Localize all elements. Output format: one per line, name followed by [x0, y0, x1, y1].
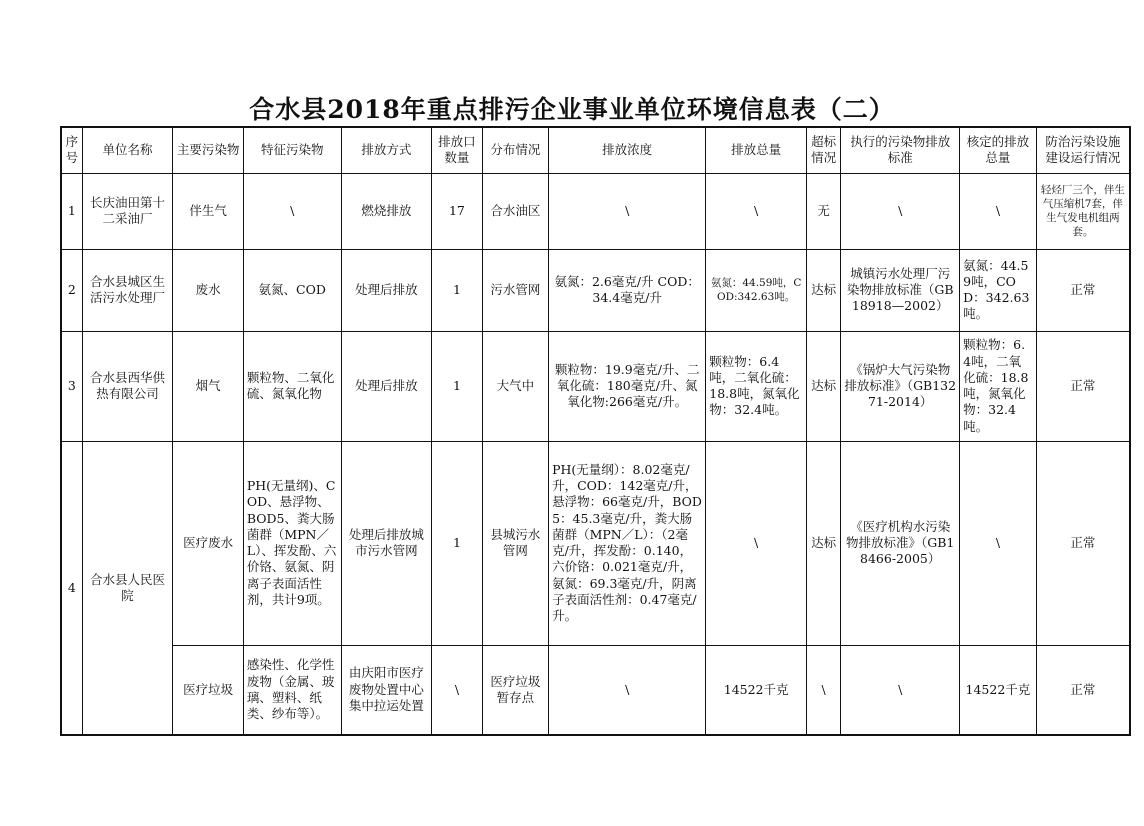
- discharge-method: 处理后排放城市污水管网: [341, 441, 432, 645]
- total-emission: 氨氮：44.59吨，COD:342.63吨。: [706, 249, 807, 331]
- emission-standard: 《锅炉大气污染物排放标准》（GB13271-2014）: [841, 331, 960, 441]
- header-cell: 排放口数量: [432, 127, 482, 173]
- facility-status: 正常: [1036, 645, 1130, 735]
- outlet-count: 1: [432, 331, 482, 441]
- header-cell: 特征污染物: [243, 127, 341, 173]
- facility-status: 正常: [1036, 249, 1130, 331]
- main-pollutant: 医疗废水: [173, 441, 244, 645]
- info-table: [60, 126, 1131, 736]
- discharge-method: 由庆阳市医疗废物处置中心集中拉运处置: [341, 645, 432, 735]
- feature-pollutant: PH(无量纲)、COD、悬浮物、BOD5、粪大肠菌群（MPN／L）、挥发酚、六价铬、氨氮、阴离子表面活性剂，共计9项。: [243, 441, 341, 645]
- header-cell: 防治污染设施建设运行情况: [1036, 127, 1130, 173]
- table-row: [61, 331, 1130, 441]
- discharge-method: 燃烧排放: [341, 173, 432, 249]
- exceed-status: 达标: [807, 441, 841, 645]
- header-cell: 超标情况: [807, 127, 841, 173]
- unit-name: 合水县人民医院: [82, 441, 173, 735]
- row-number: 4: [61, 441, 82, 735]
- header-cell: 分布情况: [482, 127, 548, 173]
- concentration: 氨氮：2.6毫克/升 COD：34.4毫克/升: [549, 249, 706, 331]
- exceed-status: 达标: [807, 249, 841, 331]
- main-pollutant: 伴生气: [173, 173, 244, 249]
- emission-standard: 《医疗机构水污染物排放标准》（GB18466-2005）: [841, 441, 960, 645]
- header-cell: 核定的排放总量: [960, 127, 1037, 173]
- main-pollutant: 烟气: [173, 331, 244, 441]
- emission-standard: \: [841, 173, 960, 249]
- feature-pollutant: 感染性、化学性废物（金属、玻璃、塑料、纸类、纱布等）。: [243, 645, 341, 735]
- discharge-method: 处理后排放: [341, 331, 432, 441]
- concentration: 颗粒物：19.9毫克/升、二氧化硫：180毫克/升、氮氧化物:266毫克/升。: [549, 331, 706, 441]
- exceed-status: \: [807, 645, 841, 735]
- discharge-method: 处理后排放: [341, 249, 432, 331]
- table-row: [61, 249, 1130, 331]
- approved-total: \: [960, 441, 1037, 645]
- emission-standard: \: [841, 645, 960, 735]
- distribution: 医疗垃圾暂存点: [482, 645, 548, 735]
- header-cell: 单位名称: [82, 127, 173, 173]
- outlet-count: 17: [432, 173, 482, 249]
- table-row: [61, 441, 1130, 645]
- total-emission: \: [706, 173, 807, 249]
- distribution: 合水油区: [482, 173, 548, 249]
- concentration: PH(无量纲）：8.02毫克/升，COD：142毫克/升，悬浮物：66毫克/升，BOD5：45.3毫克/升，粪大肠菌群（MPN／L）：（2毫克/升，挥发酚：0.140，六价铬：0.021毫克/升，氨氮：69.3毫克/升，阴离子表面活性剂：0.47毫克/升。: [549, 441, 706, 645]
- row-number: 2: [61, 249, 82, 331]
- distribution: 污水管网: [482, 249, 548, 331]
- header-cell: 排放方式: [341, 127, 432, 173]
- distribution: 大气中: [482, 331, 548, 441]
- concentration: \: [549, 173, 706, 249]
- total-emission: 14522千克: [706, 645, 807, 735]
- approved-total: 14522千克: [960, 645, 1037, 735]
- feature-pollutant: 颗粒物、二氧化硫、氮氧化物: [243, 331, 341, 441]
- concentration: \: [549, 645, 706, 735]
- exceed-status: 无: [807, 173, 841, 249]
- header-cell: 序号: [61, 127, 82, 173]
- emission-standard: 城镇污水处理厂污染物排放标准（GB18918—2002）: [841, 249, 960, 331]
- approved-total: 颗粒物：6.4吨，二氧化硫：18.8吨，氮氧化物：32.4吨。: [960, 331, 1037, 441]
- header-row: [61, 127, 1130, 173]
- table-row: [61, 645, 1130, 735]
- outlet-count: 1: [432, 249, 482, 331]
- header-cell: 排放浓度: [549, 127, 706, 173]
- main-pollutant: 医疗垃圾: [173, 645, 244, 735]
- table-row: [61, 173, 1130, 249]
- distribution: 县城污水管网: [482, 441, 548, 645]
- row-number: 3: [61, 331, 82, 441]
- approved-total: 氨氮：44.59吨，COD：342.63吨。: [960, 249, 1037, 331]
- unit-name: 合水县城区生活污水处理厂: [82, 249, 173, 331]
- facility-status: 正常: [1036, 331, 1130, 441]
- approved-total: \: [960, 173, 1037, 249]
- feature-pollutant: \: [243, 173, 341, 249]
- main-pollutant: 废水: [173, 249, 244, 331]
- total-emission: 颗粒物：6.4吨，二氧化硫：18.8吨，氮氧化物：32.4吨。: [706, 331, 807, 441]
- outlet-count: \: [432, 645, 482, 735]
- facility-status: 正常: [1036, 441, 1130, 645]
- unit-name: 长庆油田第十二采油厂: [82, 173, 173, 249]
- page-title: 合水县2018年重点排污企业事业单位环境信息表（二）: [249, 95, 895, 124]
- exceed-status: 达标: [807, 331, 841, 441]
- row-number: 1: [61, 173, 82, 249]
- outlet-count: 1: [432, 441, 482, 645]
- unit-name: 合水县西华供热有限公司: [82, 331, 173, 441]
- total-emission: \: [706, 441, 807, 645]
- header-cell: 执行的污染物排放标准: [841, 127, 960, 173]
- feature-pollutant: 氨氮、COD: [243, 249, 341, 331]
- facility-status: 轻烃厂三个，伴生气压缩机7套，伴生气发电机组两套。: [1036, 173, 1130, 249]
- header-cell: 排放总量: [706, 127, 807, 173]
- header-cell: 主要污染物: [173, 127, 244, 173]
